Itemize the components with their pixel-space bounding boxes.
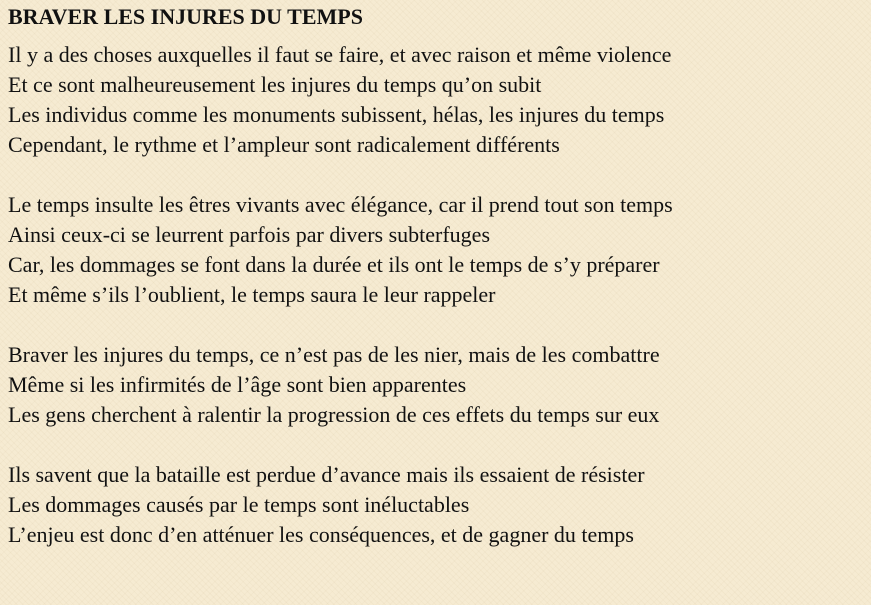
verse-line: Le temps insulte les êtres vivants avec élégance, car il prend tout son temps — [8, 192, 673, 217]
verse-line: Ils savent que la bataille est perdue d’avance mais ils essaient de résister — [8, 462, 645, 487]
verse-line: Même si les infirmités de l’âge sont bien apparentes — [8, 372, 467, 397]
verse-line: Les gens cherchent à ralentir la progression de ces effets du temps sur eux — [8, 402, 660, 427]
stanza-2 — [8, 190, 871, 310]
verse-line: L’enjeu est donc d’en atténuer les conséquences, et de gagner du temps — [8, 522, 634, 547]
verse-line: Les dommages causés par le temps sont inéluctables — [8, 492, 470, 517]
stanza-4 — [8, 460, 871, 550]
verse-line: Car, les dommages se font dans la durée et ils ont le temps de s’y préparer — [8, 252, 660, 277]
verse-line: Et ce sont malheureusement les injures du temps qu’on subit — [8, 72, 542, 97]
verse-line: Ainsi ceux-ci se leurrent parfois par divers subterfuges — [8, 222, 491, 247]
stanza-1 — [8, 40, 871, 160]
poem-title: BRAVER LES INJURES DU TEMPS — [8, 4, 363, 29]
verse-line: Braver les injures du temps, ce n’est pas de les nier, mais de les combattre — [8, 342, 660, 367]
stanza-3 — [8, 340, 871, 430]
verse-line: Les individus comme les monuments subissent, hélas, les injures du temps — [8, 102, 665, 127]
verse-line: Et même s’ils l’oublient, le temps saura le leur rappeler — [8, 282, 496, 307]
verse-line: Il y a des choses auxquelles il faut se faire, et avec raison et même violence — [8, 42, 672, 67]
verse-line: Cependant, le rythme et l’ampleur sont radicalement différents — [8, 132, 560, 157]
